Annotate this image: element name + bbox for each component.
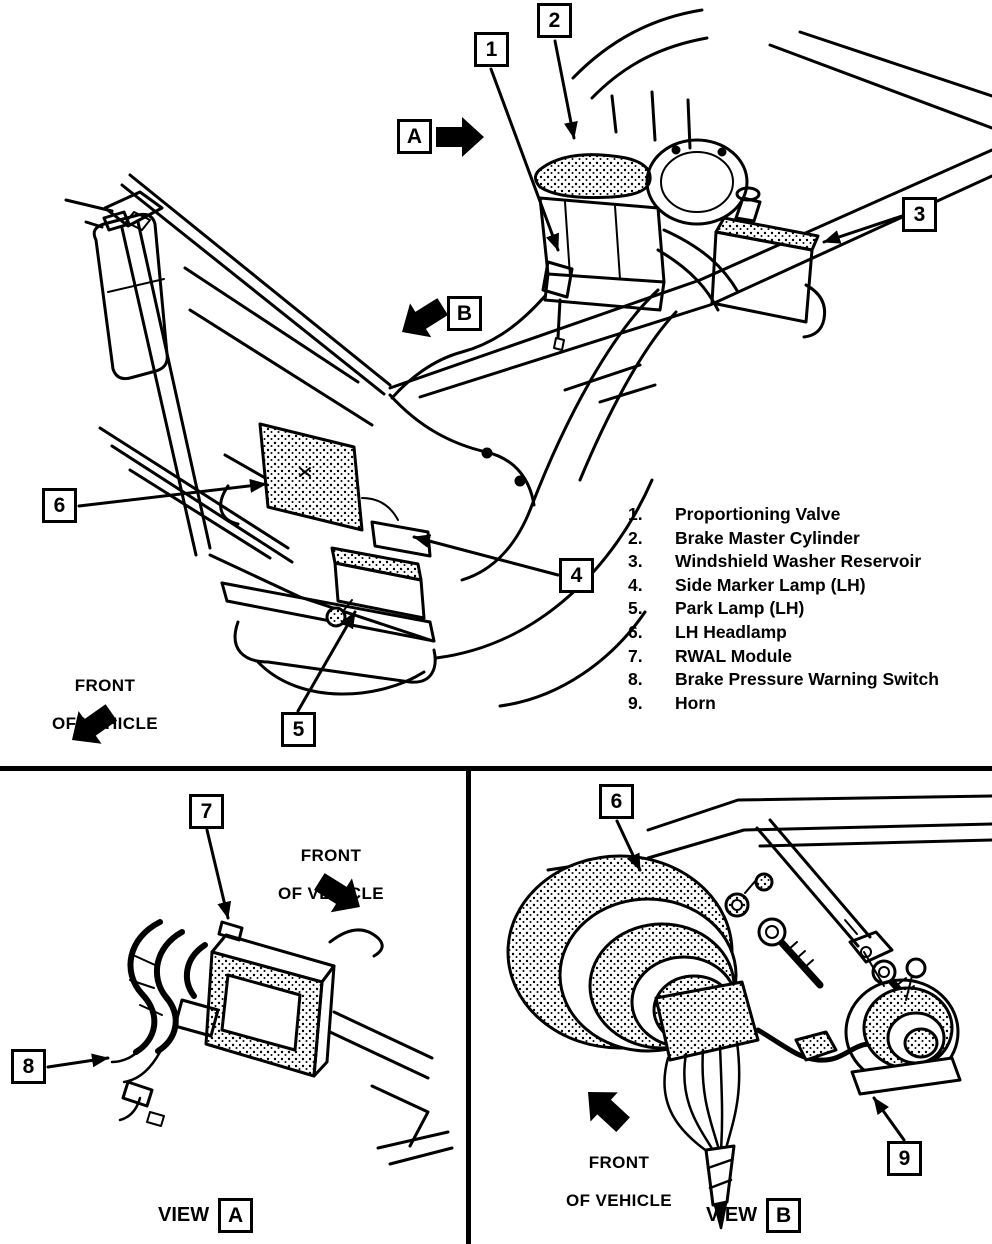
callout-4-side-marker-lamp: 4 <box>559 558 594 593</box>
legend-item-number: 9. <box>628 692 643 713</box>
legend-item <box>628 692 939 716</box>
legend-item-label: Park Lamp (LH) <box>675 598 805 619</box>
legend-item-label: Brake Master Cylinder <box>675 527 860 548</box>
callout-1-proportioning-valve: 1 <box>474 32 509 67</box>
wiring-harness-main <box>390 395 534 505</box>
callout-3-washer-reservoir: 3 <box>902 197 937 232</box>
legend-item-number: 6. <box>628 621 643 642</box>
legend-item <box>628 550 939 574</box>
legend-item-label: Proportioning Valve <box>675 504 841 524</box>
view-a-letter-box: A <box>218 1198 253 1233</box>
legend-item-number: 1. <box>628 504 643 524</box>
view-word: VIEW <box>158 1204 210 1226</box>
legend-item-number: 4. <box>628 574 643 595</box>
view-word: VIEW <box>706 1204 758 1226</box>
component-legend <box>628 503 939 715</box>
legend-item <box>628 527 939 551</box>
washer-reservoir <box>712 188 825 337</box>
legend-item <box>628 621 939 645</box>
front-label-line2: OF VEHICLE <box>565 1191 672 1210</box>
front-label-line2: OF VEHICLE <box>277 884 384 903</box>
callout-2-brake-master-cylinder: 2 <box>537 3 572 38</box>
legend-item-label: Side Marker Lamp (LH) <box>675 574 866 595</box>
horn-assembly <box>758 952 960 1094</box>
legend-item-label: RWAL Module <box>675 645 792 666</box>
legend-item-number: 2. <box>628 527 643 548</box>
view-b-letter-box: B <box>766 1198 801 1233</box>
front-of-vehicle-label-view-a <box>268 827 394 903</box>
legend-item-number: 5. <box>628 598 643 619</box>
callout-8-brake-pressure-switch: 8 <box>11 1049 46 1084</box>
bumper <box>222 583 435 694</box>
callout-6-headlamp-view-b: 6 <box>599 784 634 819</box>
legend-item <box>628 668 939 692</box>
callout-7-rwal-module: 7 <box>189 794 224 829</box>
callout-9-horn: 9 <box>887 1141 922 1176</box>
view-b-direction-arrow <box>391 290 453 349</box>
legend-item-number: 7. <box>628 645 643 666</box>
legend-item <box>628 597 939 621</box>
headlamp-main <box>260 424 362 530</box>
front-label-line1: FRONT <box>300 846 362 865</box>
callout-5-park-lamp: 5 <box>281 712 316 747</box>
front-label-line1: FRONT <box>588 1153 650 1172</box>
headlamp-assembly <box>508 856 758 1060</box>
legend-item-label: Brake Pressure Warning Switch <box>675 669 939 690</box>
legend-item-label: Windshield Washer Reservoir <box>675 551 922 572</box>
legend-item <box>628 574 939 598</box>
front-label-line1: FRONT <box>74 676 136 695</box>
master-cylinder <box>392 140 747 398</box>
coolant-bottle <box>94 212 167 379</box>
direction-marker-a: A <box>397 119 432 154</box>
legend-item <box>628 645 939 669</box>
view-a-caption <box>158 1198 253 1233</box>
view-a-direction-arrow <box>436 117 484 157</box>
grommets-and-bolt <box>726 874 820 985</box>
direction-marker-b: B <box>447 296 482 331</box>
view-b-caption <box>706 1198 801 1233</box>
callout-6-lh-headlamp: 6 <box>42 488 77 523</box>
legend-item-number: 3. <box>628 551 643 572</box>
frame-lines-view-a <box>330 1012 452 1164</box>
front-of-vehicle-label-view-b <box>556 1134 682 1210</box>
front-of-vehicle-arrow-view-b <box>574 1077 636 1139</box>
legend-item <box>628 503 939 527</box>
legend-item-label: Horn <box>675 692 716 713</box>
front-of-vehicle-label-main <box>40 657 170 733</box>
legend-item-label: LH Headlamp <box>675 621 787 642</box>
hood-lines <box>573 10 992 148</box>
front-label-line2: OF VEHICLE <box>51 714 158 733</box>
legend-item-number: 8. <box>628 669 643 690</box>
